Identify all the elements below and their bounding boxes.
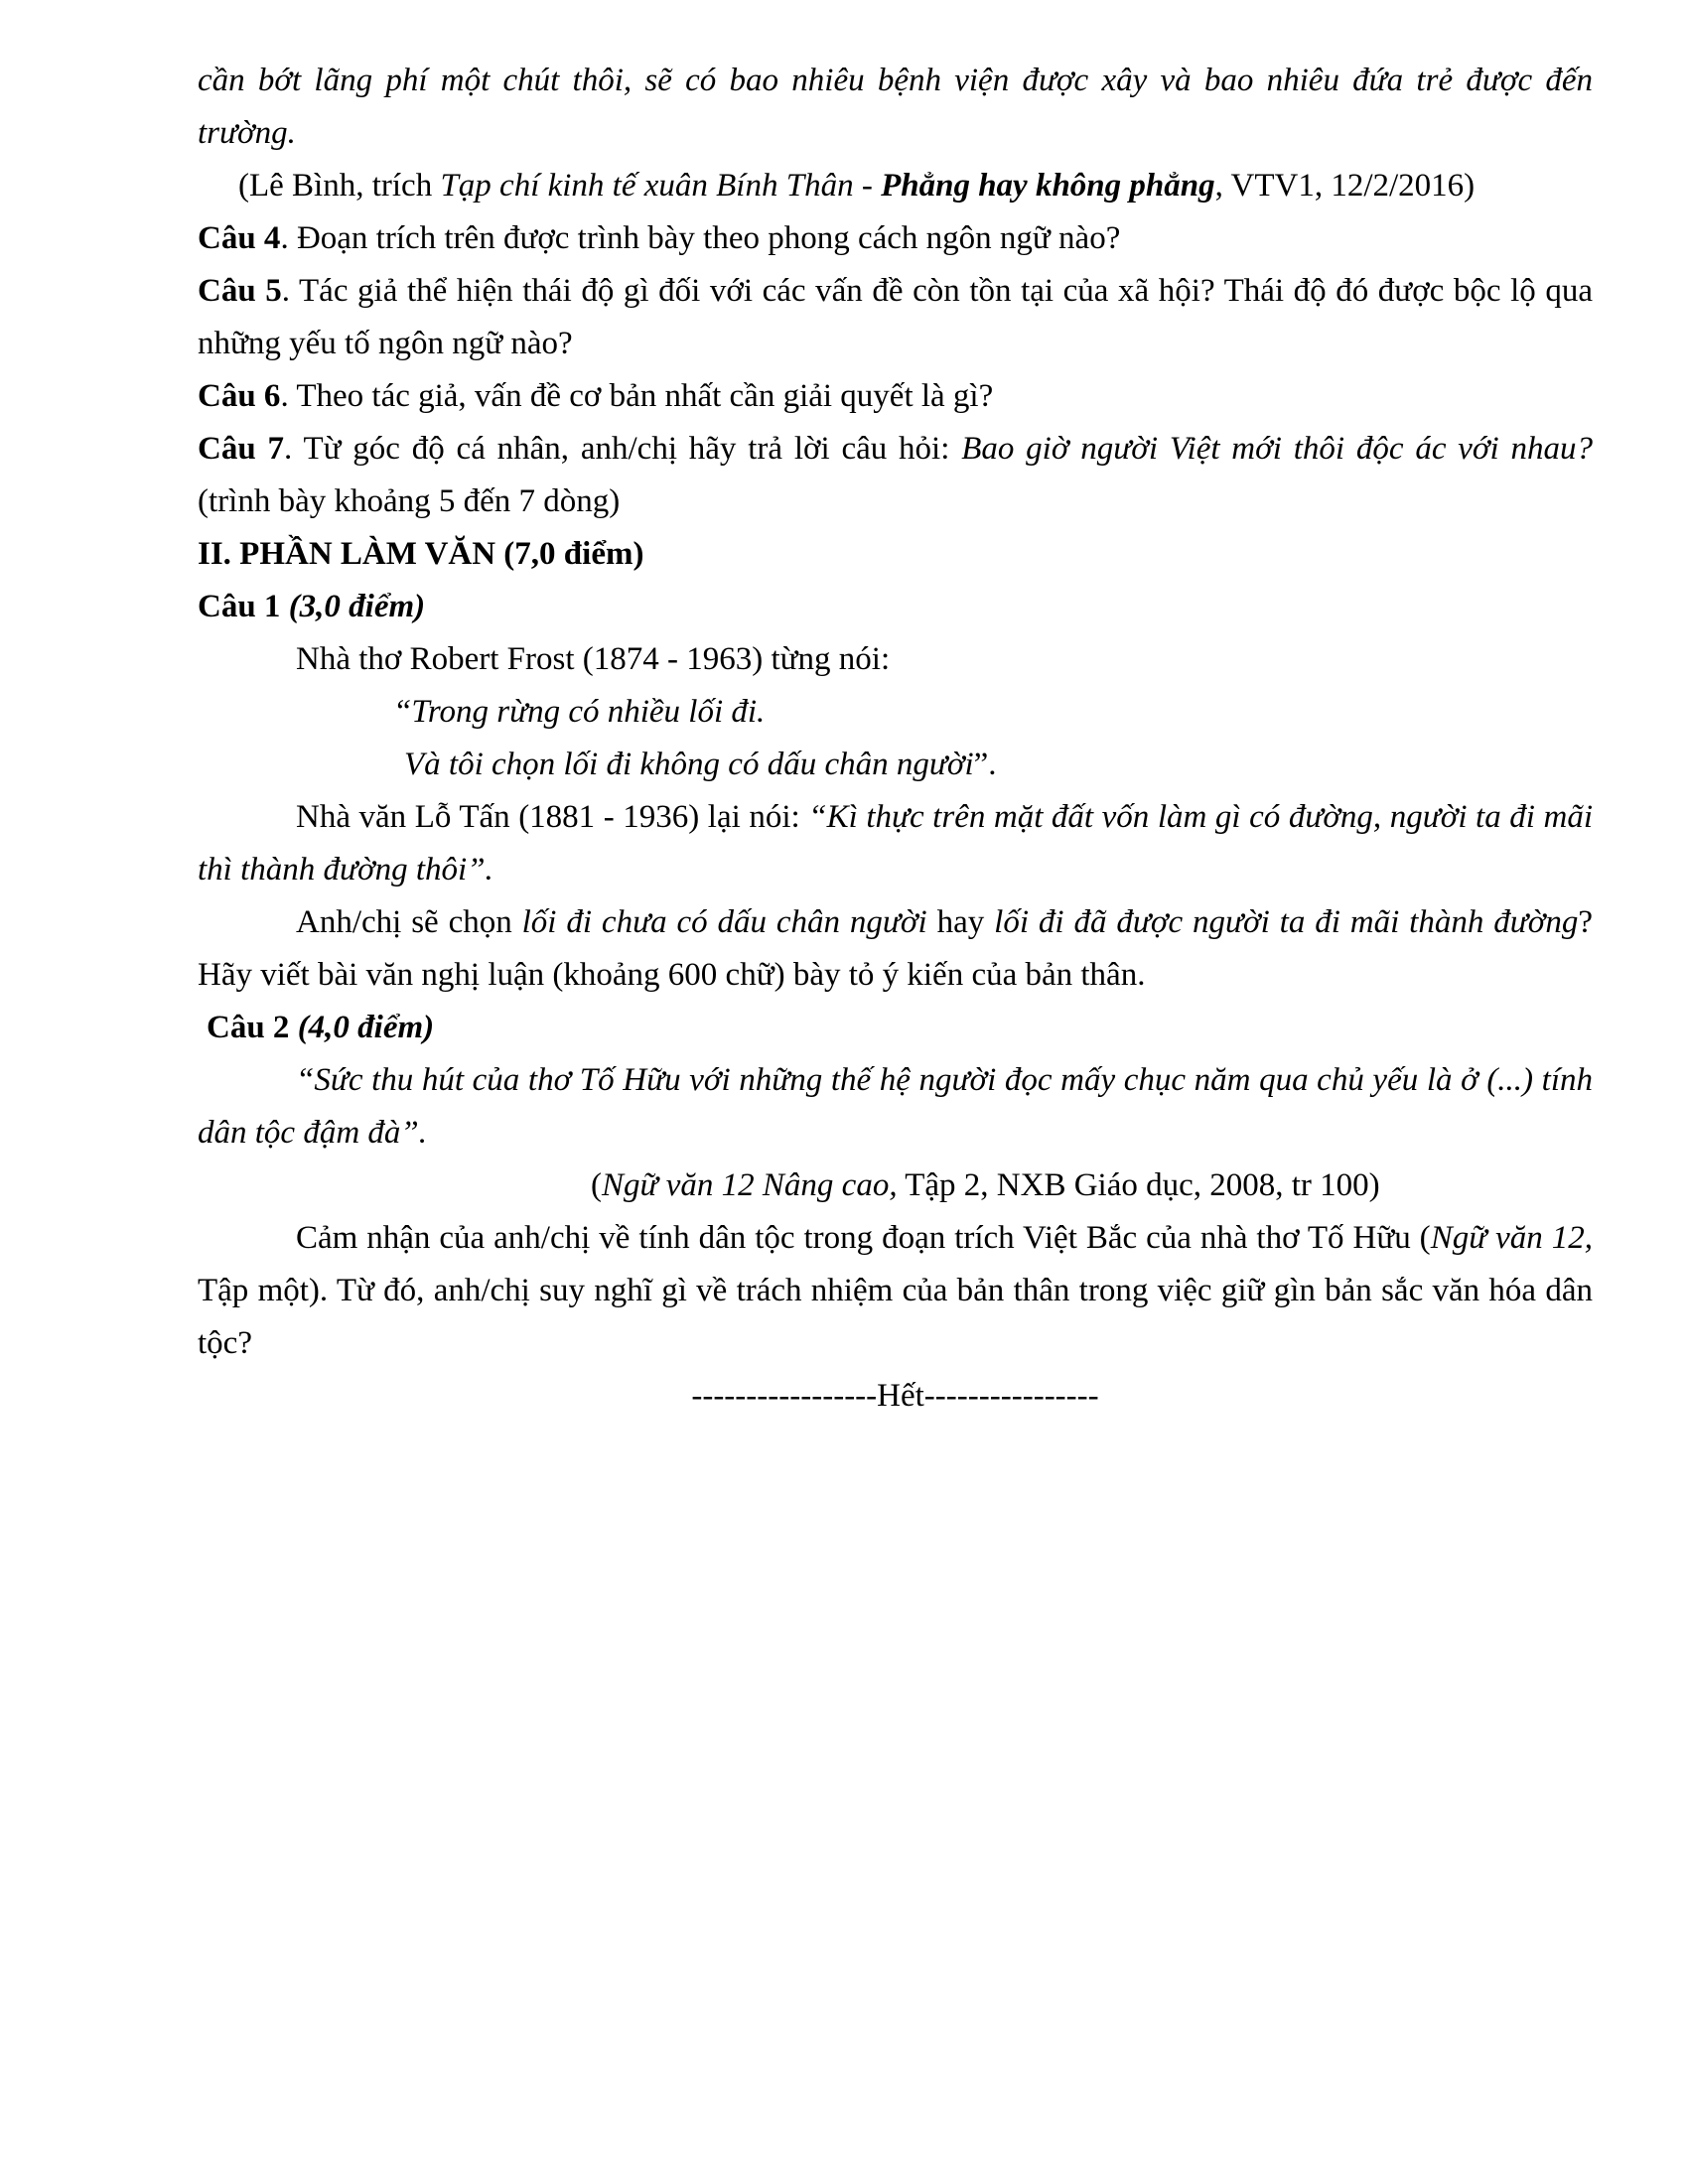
frost-quote-text: Và tôi chọn lối đi không có dấu chân người [404,747,974,782]
essay-2-heading [198,1002,1593,1054]
essay-1-task [198,896,1593,1002]
frost-quote-line-2 [198,739,1593,791]
task-prefix: Cảm nhận của anh/chị về tính dân tộc trong đoạn trích Việt Bắc của nhà thơ Tố Hữu ( [296,1220,1431,1256]
lu-xun-quote-text: “Kì thực trên mặt đất vốn làm gì có đường, người ta đi mãi thì thành đường thôi”. [198,799,1593,887]
question-label: Câu 4 [198,220,281,256]
task-mid: hay [926,904,995,940]
end-marker: -----------------Hết---------------- [691,1378,1099,1414]
question-label: Câu 6 [198,378,281,414]
essay-2-task [198,1212,1593,1370]
lu-xun-prefix: Nhà văn Lỗ Tấn (1881 - 1936) lại nói: [296,799,809,835]
source-program: Phẳng hay không phẳng [881,168,1215,204]
question-text: . Đoạn trích trên được trình bày theo phong cách ngôn ngữ nào? [280,220,1121,256]
essay-1-points: (3,0 điểm) [288,589,426,624]
src-open: ( [591,1167,602,1203]
source-prefix: (Lê Bình, trích [238,168,441,204]
question-italic: Bao giờ người Việt mới thôi độc ác với nhau? [961,431,1593,467]
frost-quote-end: ”. [973,747,997,782]
essay-2-points: (4,0 điểm) [297,1010,435,1045]
essay-1-intro: Nhà thơ Robert Frost (1874 - 1963) từng nói: [296,641,891,677]
essay-1-label: Câu 1 [198,589,289,624]
question-text: . Tác giả thể hiện thái độ gì đối với các vấn đề còn tồn tại của xã hội? Thái độ đó được bộc lộ qua những yếu tố ngôn ngữ nào? [198,273,1594,361]
task-suffix: ? Hãy viết bài văn nghị luận (khoảng 600 chữ) bày tỏ ý kiến của bản thân. [198,904,1593,993]
task-option-2: lối đi đã được người ta đi mãi thành đường [994,904,1579,940]
source-suffix: , VTV1, 12/2/2016) [1214,168,1476,204]
question-text: . Từ góc độ cá nhân, anh/chị hãy trả lời câu hỏi: [284,431,962,467]
task-option-1: lối đi chưa có dấu chân người [521,904,927,940]
frost-quote-line-1: “Trong rừng có nhiều lối đi. [393,694,766,730]
source-magazine: Tạp chí kinh tế xuân Bính Thân [440,168,854,204]
passage-ending: cần bớt lãng phí một chút thôi, sẽ có bao nhiêu bệnh viện được xây và bao nhiêu đứa trẻ được đến trường. [198,63,1593,151]
exam-page [198,55,1593,1423]
task-book: Ngữ văn 12, [1430,1220,1594,1256]
passage-source [198,160,1593,212]
to-huu-quote-source [198,1160,1593,1212]
to-huu-quote: “Sức thu hút của thơ Tố Hữu với những thế hệ người đọc mấy chục năm qua chủ yếu là ở (...) tính dân tộc đậm đà”. [198,1062,1593,1151]
question-4 [198,212,1593,265]
src-rest: Tập 2, NXB Giáo dục, 2008, tr 100) [897,1167,1380,1203]
question-label: Câu 7 [198,431,284,467]
lu-xun-quote [198,791,1593,896]
question-text: . Theo tác giả, vấn đề cơ bản nhất cần giải quyết là gì? [280,378,994,414]
question-6 [198,370,1593,423]
task-suffix: Tập một). Từ đó, anh/chị suy nghĩ gì về trách nhiệm của bản thân trong việc giữ gìn bản sắc văn hóa dân tộc? [198,1273,1593,1361]
essay-2-label: Câu 2 [207,1010,298,1045]
section-2-heading: II. PHẦN LÀM VĂN (7,0 điểm) [198,536,644,572]
question-label: Câu 5 [198,273,282,309]
question-tail: (trình bày khoảng 5 đến 7 dòng) [198,483,621,519]
essay-1-heading [198,581,1593,633]
question-7 [198,423,1593,528]
source-sep: - [853,168,882,204]
src-book: Ngữ văn 12 Nâng cao, [602,1167,898,1203]
question-5 [198,265,1593,370]
task-prefix: Anh/chị sẽ chọn [296,904,522,940]
